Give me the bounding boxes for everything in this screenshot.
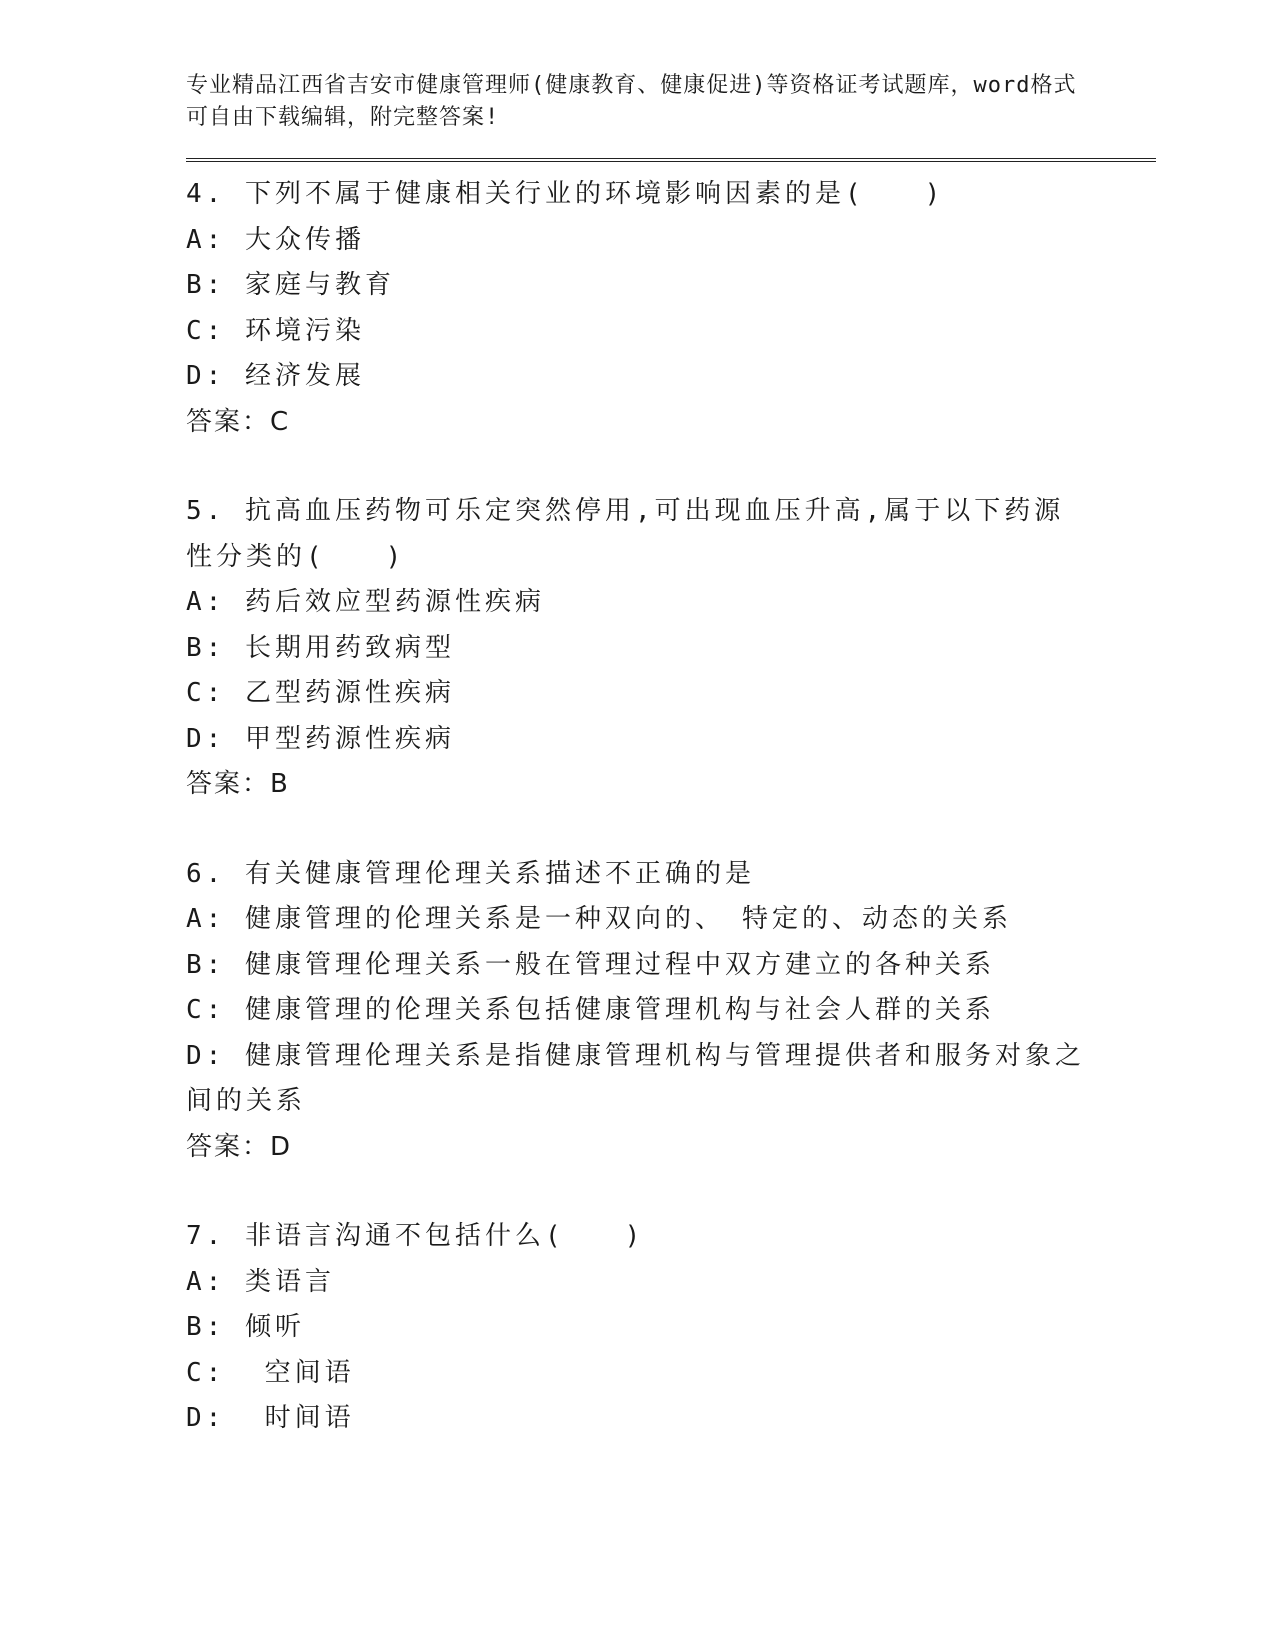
option-d: D: 经济发展 xyxy=(186,361,365,391)
option-b: B: 健康管理伦理关系一般在管理过程中双方建立的各种关系 xyxy=(186,949,995,980)
option-b: B: 倾听 xyxy=(186,1312,305,1342)
question-stem: 6. 有关健康管理伦理关系描述不正确的是 xyxy=(186,858,755,889)
option-a: A: 类语言 xyxy=(186,1266,335,1297)
option-b: B: 长期用药致病型 xyxy=(186,632,455,663)
question-stem: 4. 下列不属于健康相关行业的环境影响因素的是( ) xyxy=(186,179,945,209)
option-d: D: 健康管理伦理关系是指健康管理机构与管理提供者和服务对象之间的关系 xyxy=(186,1040,1085,1116)
document-page xyxy=(186,70,1156,1442)
question-6 xyxy=(186,852,1156,1171)
question-stem: 5. 抗高血压药物可乐定突然停用,可出现血压升高,属于以下药源性分类的( ) xyxy=(186,496,1065,572)
option-c: C: 环境污染 xyxy=(186,315,365,346)
question-4 xyxy=(186,172,1156,445)
option-d: D: 甲型药源性疾病 xyxy=(186,723,455,754)
option-a: A: 健康管理的伦理关系是一种双向的、 特定的、动态的关系 xyxy=(186,904,1012,934)
document-description: 专业精品江西省吉安市健康管理师(健康教育、健康促进)等资格证考试题库，word格式可自由下载编辑，附完整答案! xyxy=(186,73,1077,130)
option-c: C: 空间语 xyxy=(186,1357,355,1388)
question-5 xyxy=(186,489,1156,808)
option-c: C: 乙型药源性疾病 xyxy=(186,678,455,708)
option-c: C: 健康管理的伦理关系包括健康管理机构与社会人群的关系 xyxy=(186,995,995,1025)
option-b: B: 家庭与教育 xyxy=(186,270,395,300)
answer-line: 答案：D xyxy=(186,1131,293,1162)
option-a: A: 药后效应型药源性疾病 xyxy=(186,587,545,617)
option-d: D: 时间语 xyxy=(186,1403,355,1433)
option-a: A: 大众传播 xyxy=(186,224,365,255)
header-double-rule xyxy=(186,158,1156,162)
question-stem: 7. 非语言沟通不包括什么( ) xyxy=(186,1221,645,1251)
answer-line: 答案：C xyxy=(186,406,291,437)
answer-line: 答案：B xyxy=(186,769,290,799)
question-7 xyxy=(186,1214,1156,1442)
